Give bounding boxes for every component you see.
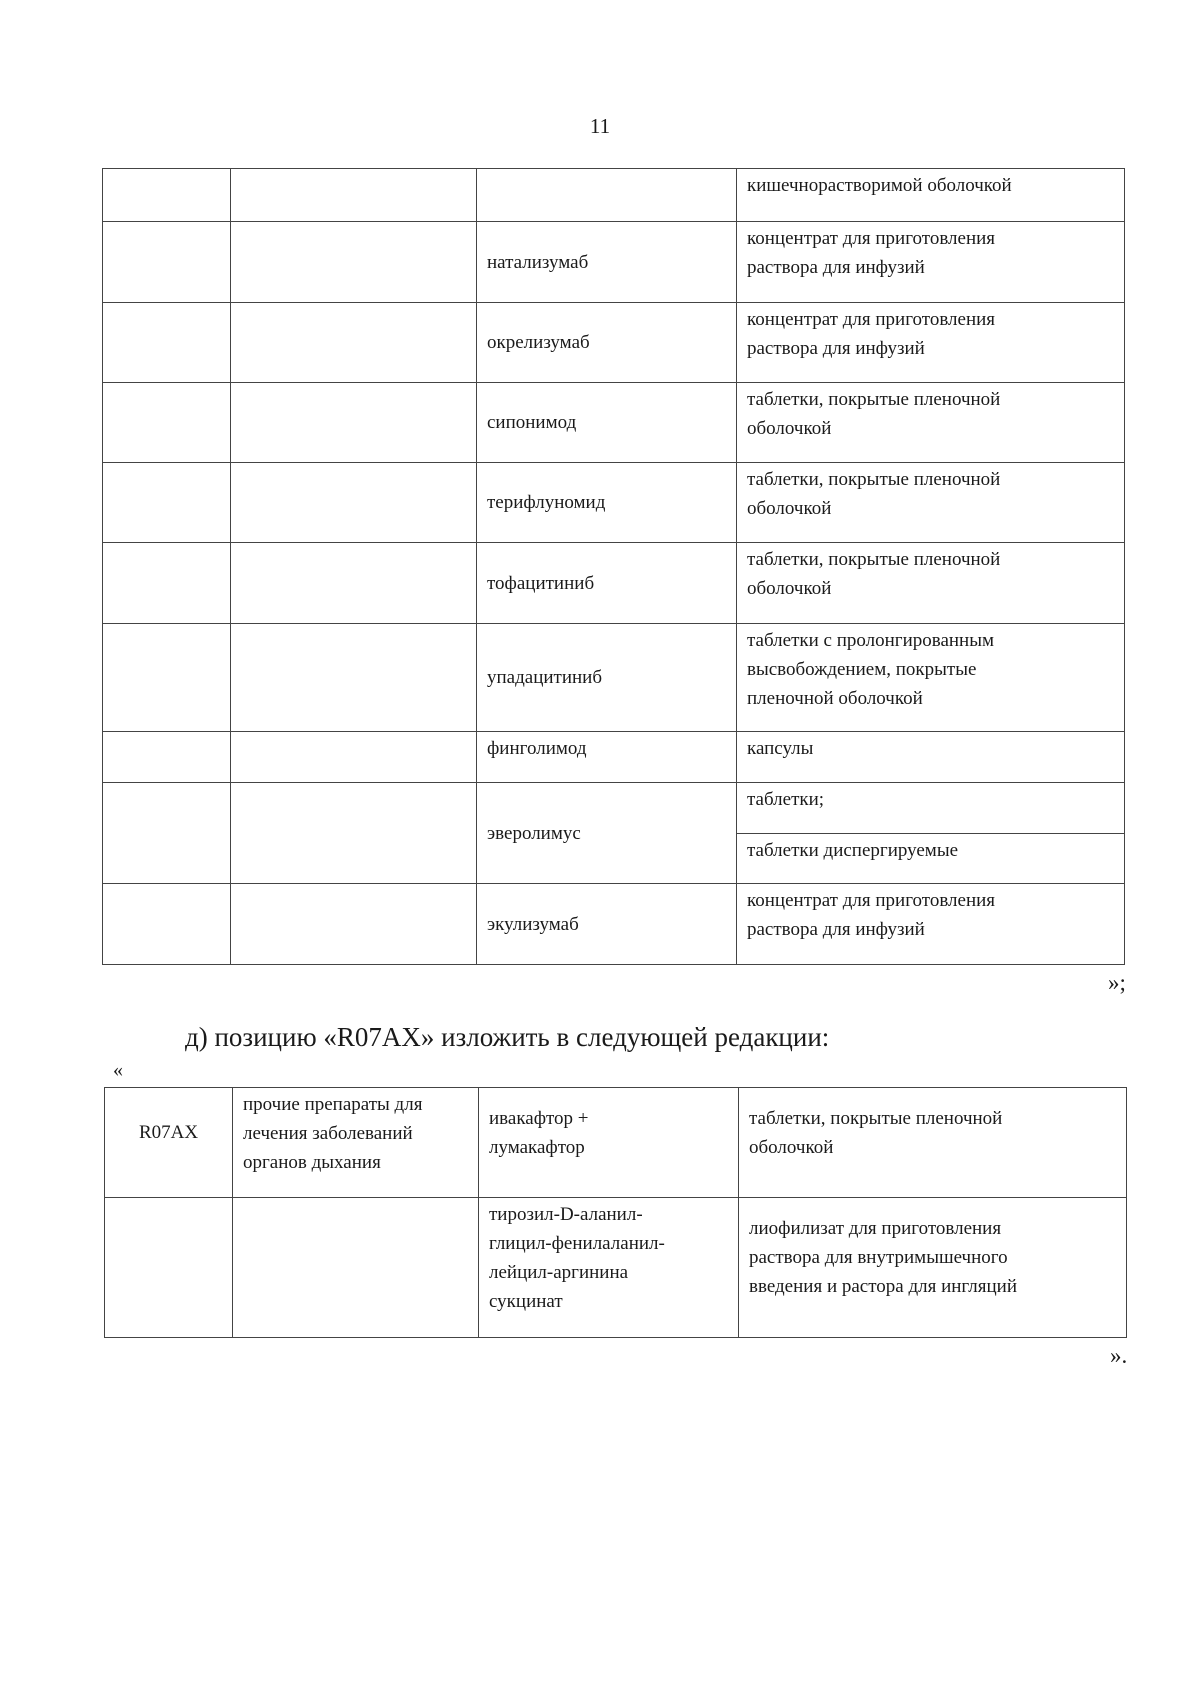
drug-name-cell: окрелизумаб	[477, 303, 737, 383]
atc-group-cell	[231, 543, 477, 624]
table-row	[103, 463, 1125, 543]
page-number: 11	[589, 114, 611, 138]
dosage-form-line: кишечнорастворимой оболочкой	[747, 175, 1012, 196]
drug-name-line: лумакафтор	[489, 1137, 585, 1158]
drug-name-cell: натализумаб	[477, 222, 737, 303]
dosage-form-line: оболочкой	[749, 1137, 834, 1158]
dosage-form-cell	[737, 783, 1125, 834]
atc-code-cell	[103, 884, 231, 965]
dosage-form-line: концентрат для приготовления	[747, 309, 996, 330]
dosage-form-line: оболочкой	[747, 498, 832, 519]
dosage-form-line: высвобождением, покрытые	[747, 659, 977, 680]
table-row	[105, 1198, 1127, 1338]
table-row	[103, 624, 1125, 732]
dosage-form-line: введения и растора для ингляций	[749, 1276, 1017, 1297]
closing-quote: ».	[1110, 1343, 1128, 1368]
dosage-form-line: капсулы	[747, 738, 814, 759]
atc-code-cell	[103, 732, 231, 783]
dosage-form-cell	[739, 1198, 1127, 1338]
dosage-form-line: таблетки с пролонгированным	[747, 630, 995, 651]
dosage-form-line: пленочной оболочкой	[747, 688, 923, 709]
atc-group-cell	[231, 463, 477, 543]
atc-code-cell	[103, 303, 231, 383]
drug-name-cell: упадацитиниб	[477, 624, 737, 732]
dosage-form-line: раствора для инфузий	[747, 919, 925, 940]
atc-code-cell	[103, 222, 231, 303]
dosage-form-line: оболочкой	[747, 578, 832, 599]
atc-group-cell	[233, 1088, 479, 1198]
table-row	[103, 383, 1125, 463]
drug-name-line: глицил-фенилаланил-	[489, 1233, 665, 1254]
atc-group-cell	[231, 884, 477, 965]
dosage-form-line: раствора для инфузий	[747, 257, 925, 278]
dosage-form-cell	[737, 222, 1125, 303]
dosage-form-cell	[737, 169, 1125, 222]
dosage-form-cell	[737, 383, 1125, 463]
atc-group-cell	[231, 303, 477, 383]
dosage-form-line: таблетки, покрытые пленочной	[747, 389, 1001, 410]
dosage-form-line: концентрат для приготовления	[747, 228, 996, 249]
atc-code-cell	[103, 169, 231, 222]
atc-group-line: лечения заболеваний	[243, 1123, 413, 1144]
dosage-form-cell	[737, 543, 1125, 624]
drug-name-cell: экулизумаб	[477, 884, 737, 965]
drug-name-line: ивакафтор +	[489, 1108, 589, 1129]
closing-quote: »;	[1108, 970, 1126, 995]
drug-name-cell	[479, 1198, 739, 1338]
table-row	[105, 1088, 1127, 1198]
dosage-form-line: оболочкой	[747, 418, 832, 439]
dosage-form-cell	[737, 732, 1125, 783]
table-row	[103, 169, 1125, 222]
drug-name-cell: сипонимод	[477, 383, 737, 463]
drug-name-cell	[477, 169, 737, 222]
atc-code-cell: R07AX	[105, 1088, 233, 1198]
atc-code-cell	[103, 783, 231, 884]
atc-group-cell	[231, 222, 477, 303]
atc-code-cell	[103, 383, 231, 463]
atc-group-cell	[231, 783, 477, 884]
drug-name-cell	[479, 1088, 739, 1198]
atc-group-cell	[233, 1198, 479, 1338]
table-row	[103, 222, 1125, 303]
atc-group-cell	[231, 732, 477, 783]
dosage-form-line: таблетки, покрытые пленочной	[747, 469, 1001, 490]
dosage-form-cell	[737, 463, 1125, 543]
atc-group-cell	[231, 624, 477, 732]
drug-name-cell: эверолимус	[477, 783, 737, 884]
atc-group-line: прочие препараты для	[243, 1094, 423, 1115]
table-row	[103, 884, 1125, 965]
dosage-form-cell	[737, 884, 1125, 965]
drug-name-line: лейцил-аргинина	[489, 1262, 629, 1283]
drug-name-cell: терифлуномид	[477, 463, 737, 543]
dosage-form-line: раствора для внутримышечного	[749, 1247, 1008, 1268]
dosage-form-cell	[737, 834, 1125, 884]
atc-code-cell	[103, 463, 231, 543]
drug-name-cell: финголимод	[477, 732, 737, 783]
dosage-form-cell	[739, 1088, 1127, 1198]
dosage-form-line: концентрат для приготовления	[747, 890, 996, 911]
dosage-form-cell	[737, 303, 1125, 383]
r07ax-table	[104, 1087, 1127, 1338]
atc-group-line: органов дыхания	[243, 1152, 381, 1173]
atc-code-cell	[103, 543, 231, 624]
dosage-form-line: раствора для инфузий	[747, 338, 925, 359]
dosage-form-line: таблетки диспергируемые	[747, 840, 959, 861]
dosage-form-line: таблетки, покрытые пленочной	[747, 549, 1001, 570]
dosage-form-line: лиофилизат для приготовления	[749, 1218, 1002, 1239]
table-row	[103, 732, 1125, 783]
dosage-form-cell	[737, 624, 1125, 732]
atc-group-cell	[231, 383, 477, 463]
table-row	[103, 303, 1125, 383]
atc-group-cell	[231, 169, 477, 222]
amendment-instruction: д) позицию «R07AX» изложить в следующей редакции:	[185, 1022, 830, 1052]
drug-table-continuation	[102, 168, 1125, 965]
dosage-form-line: таблетки;	[747, 789, 825, 810]
opening-quote: «	[113, 1059, 123, 1081]
atc-code-cell	[105, 1198, 233, 1338]
atc-code-cell	[103, 624, 231, 732]
table-row	[103, 543, 1125, 624]
drug-name-cell: тофацитиниб	[477, 543, 737, 624]
drug-name-line: сукцинат	[489, 1291, 563, 1312]
dosage-form-line: таблетки, покрытые пленочной	[749, 1108, 1003, 1129]
drug-name-line: тирозил-D-аланил-	[489, 1204, 643, 1225]
table-row	[103, 783, 1125, 834]
